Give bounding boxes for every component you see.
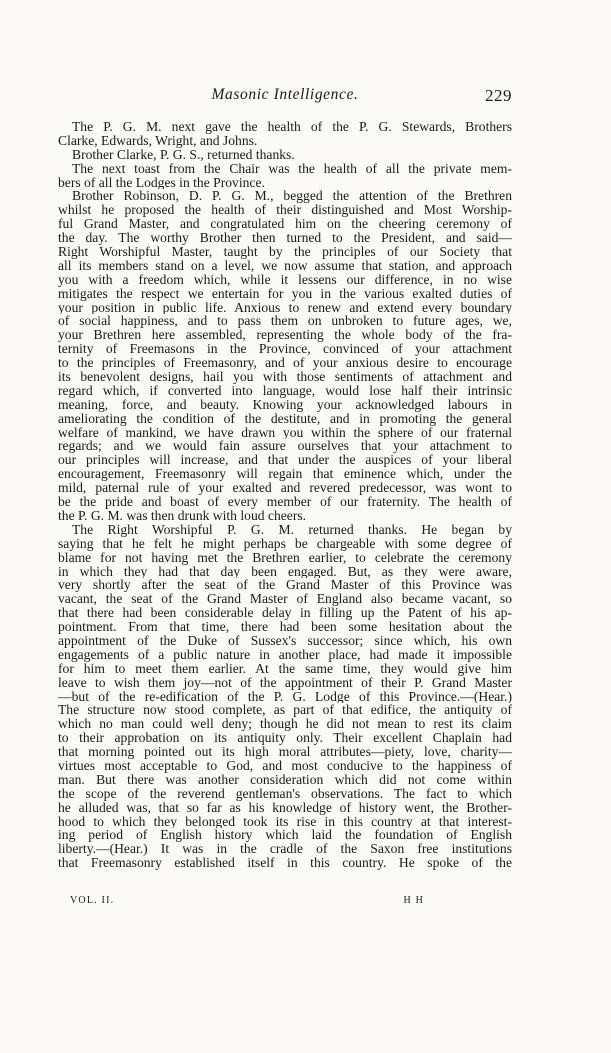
text-line: The next toast from the Chair was the health of all the private mem- bbox=[72, 161, 512, 176]
text-line: mild, paternal rule of your exalted and revered predecessor, was wont to bbox=[58, 481, 512, 496]
text-line: leave to wish them joy—not of the appointment of their P. Grand Master bbox=[58, 675, 512, 690]
text-line: be the pride and boast of every member of our fraternity. The health of bbox=[58, 495, 512, 509]
text-line: mitigates the respect we entertain for you in the various exalted duties of bbox=[58, 286, 512, 301]
text-line: which no man could well deny; though he did not mean to rest its claim bbox=[58, 717, 512, 732]
body-text bbox=[58, 120, 512, 870]
text-line: Right Worshipful Master, taught by the principles of our Society that bbox=[58, 245, 512, 259]
text-line: the P. G. M. was then drunk with loud cheers. bbox=[58, 508, 307, 523]
page-footer bbox=[58, 895, 512, 909]
text-line: ing period of English history which laid the foundation of English bbox=[58, 828, 512, 843]
text-line: the day. The worthy Brother then turned to the President, and said— bbox=[58, 231, 512, 246]
text-line: your Brethren here assembled, representing the whole body of the fra- bbox=[58, 328, 512, 343]
text-line: our principles will increase, and that under the auspices of your liberal bbox=[58, 453, 512, 468]
text-line: your position in public life. Anxious to renew and extend every boundary bbox=[58, 300, 512, 315]
text-line: ful Grand Master, and congratulated him on the cheering ceremony of bbox=[58, 217, 512, 232]
text-line: very shortly after the seat of the Grand Master of this Province was bbox=[58, 578, 512, 593]
page-number: 229 bbox=[485, 86, 512, 105]
text-line: to the principles of Freemasonry, and of your anxious desire to encourage bbox=[58, 356, 512, 371]
text-line: ternity of Freemasons in the Province, convinced of your attachment bbox=[58, 342, 512, 357]
text-line: hood to which they belonged took its rise in this country at that interest- bbox=[58, 814, 512, 829]
text-line: its benevolent designs, hail you with those sentiments of attachment and bbox=[58, 370, 512, 384]
text-line: of social happiness, and to pass them on unbroken to future ages, we, bbox=[58, 314, 512, 329]
text-line: man. But there was another consideration which did not come within bbox=[58, 772, 512, 787]
text-line: regard which, if converted into language, would lose half their intrinsic bbox=[58, 383, 512, 398]
text-line: engagements of a public nature in another place, had made it impossible bbox=[58, 647, 512, 662]
text-line: The P. G. M. next gave the health of the P. G. Stewards, Brothers bbox=[72, 120, 512, 134]
text-line: he alluded was, that so far as his knowledge of history went, the Brother- bbox=[58, 800, 512, 815]
text-line: the scope of the reverend gentleman's observations. The fact to which bbox=[58, 786, 512, 801]
text-line: for him to meet them earlier. At the same time, they would give him bbox=[58, 661, 512, 676]
text-line: Clarke, Edwards, Wright, and Johns. bbox=[58, 133, 258, 148]
text-line: that morning pointed out its high moral attributes—piety, love, charity— bbox=[58, 745, 512, 759]
text-line: virtues most acceptable to God, and most conducive to the happiness of bbox=[58, 758, 512, 773]
text-line: blame for not having met the Brethren earlier, to celebrate the ceremony bbox=[58, 550, 512, 565]
running-head: Masonic Intelligence. bbox=[211, 86, 359, 103]
text-line: Brother Robinson, D. P. G. M., begged the attention of the Brethren bbox=[72, 189, 512, 204]
text-line: to their approbation on its antiquity only. Their excellent Chaplain had bbox=[58, 731, 512, 746]
text-line: The Right Worshipful P. G. M. returned thanks. He began by bbox=[72, 522, 512, 537]
text-line: welfare of mankind, we have drawn you within the sphere of our fraternal bbox=[58, 425, 512, 440]
text-line: meaning, force, and beauty. Knowing your acknowledged labours in bbox=[58, 397, 512, 412]
text-line: regards; and we would fain assure ourselves that your attachment to bbox=[58, 439, 512, 454]
text-line: encouragement, Freemasonry will regain that eminence which, under the bbox=[58, 467, 512, 482]
text-line: —but of the re-edification of the P. G. Lodge of this Province.—(Hear.) bbox=[58, 689, 512, 704]
text-line: pointment. From that time, there had been some hesitation about the bbox=[58, 620, 512, 634]
text-line: liberty.—(Hear.) It was in the cradle of the Saxon free institutions bbox=[58, 842, 512, 857]
text-line: appointment of the Duke of Sussex's successor; since which, his own bbox=[58, 633, 512, 648]
text-line: The structure now stood complete, as part of that edifice, the antiquity of bbox=[58, 703, 512, 718]
text-line: whilst he proposed the health of their distinguished and Most Worship- bbox=[58, 203, 512, 218]
sheet-signature: H H bbox=[403, 895, 424, 906]
text-line: all its members stand on a level, we now assume that station, and approach bbox=[58, 258, 512, 273]
text-line: bers of all the Lodges in the Province. bbox=[58, 175, 265, 190]
page-header bbox=[58, 86, 512, 110]
text-line: Brother Clarke, P. G. S., returned thanks. bbox=[72, 147, 295, 162]
text-line: saying that he felt he might perhaps be chargeable with some degree of bbox=[58, 536, 512, 551]
text-line: in which they had that day been engaged. But, as they were aware, bbox=[58, 564, 512, 579]
text-line: ameliorating the condition of the destitute, and in promoting the general bbox=[58, 411, 512, 426]
text-line: you with a freedom which, while it lessens our difference, in no wise bbox=[58, 272, 512, 287]
text-line: that Freemasonry established itself in this country. He spoke of the bbox=[58, 856, 512, 871]
text-line: that there had been considerable delay in filling up the Patent of his ap- bbox=[58, 606, 512, 621]
volume-signature: VOL. II. bbox=[70, 895, 115, 906]
text-line: vacant, the seat of the Grand Master of England also became vacant, so bbox=[58, 592, 512, 607]
